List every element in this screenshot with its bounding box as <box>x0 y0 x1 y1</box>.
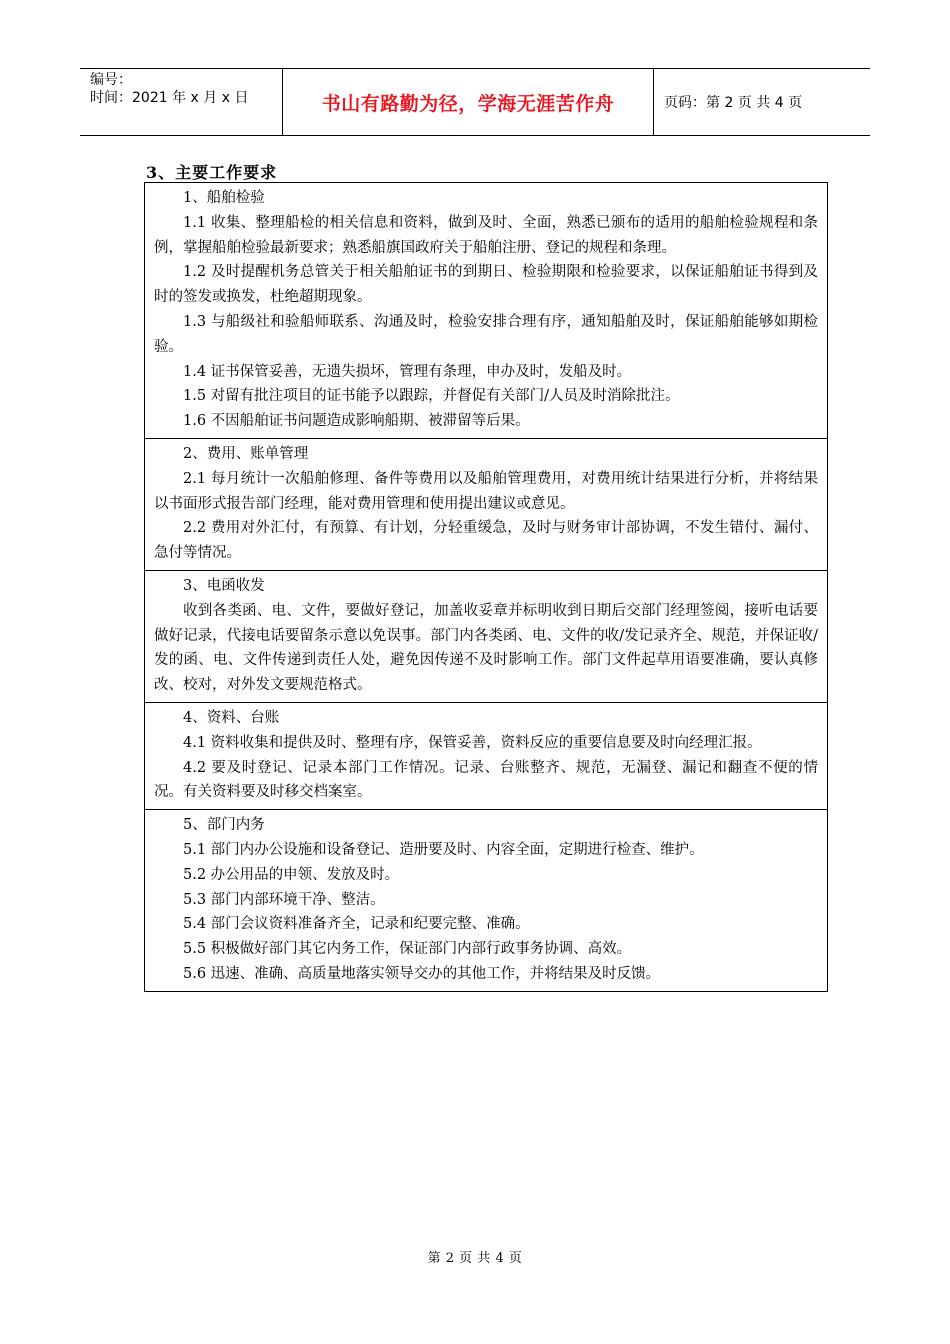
header-page-cell <box>654 69 870 135</box>
section-paragraph: 1.4 证书保管妥善，无遗失损坏，管理有条理，申办及时，发船及时。 <box>183 363 632 380</box>
section-paragraph: 2.1 每月统计一次船舶修理、备件等费用以及船舶管理费用，对费用统计结果进行分析，并将结果以书面形式报告部门经理，能对费用管理和使用提出建议或意见。 <box>154 470 818 512</box>
header-page-number: 页码：第 2 页 共 4 页 <box>664 95 803 111</box>
requirements-table <box>144 182 828 992</box>
section-paragraph: 1.3 与船级社和验船师联系、沟通及时，检验安排合理有序，通知船舶及时，保证船舶能够如期检验。 <box>154 313 818 355</box>
section-paragraph: 4.1 资料收集和提供及时、整理有序，保管妥善，资料反应的重要信息要及时向经理汇报。 <box>183 734 762 751</box>
header-meta-cell <box>80 69 283 135</box>
section-paragraph: 5.5 积极做好部门其它内务工作，保证部门内部行政事务协调、高效。 <box>183 941 632 958</box>
section-paragraph: 5.1 部门内办公设施和设备登记、造册要及时、内容全面，定期进行检查、维护。 <box>183 841 704 858</box>
section-paragraph: 2.2 费用对外汇付，有预算、有计划，分轻重缓急，及时与财务审计部协调，不发生错付、漏付、急付等情况。 <box>154 520 818 562</box>
section-paragraph: 1.6 不因船舶证书问题造成影响船期、被滞留等后果。 <box>183 413 530 430</box>
section-paragraph: 收到各类函、电、文件，要做好登记，加盖收妥章并标明收到日期后交部门经理签阅，接听电话要做好记录，代接电话要留条示意以免误事。部门内各类函、电、文件的收/发记录齐全、规范，并保证收/发的函、电、文件传递到责任人处，避免因传递不及时影响工作。部门文件起草用语要准确，要认真修改、校对，对外发文要规范格式。 <box>154 602 818 694</box>
section-paragraph: 1.2 及时提醒机务总管关于相关船舶证书的到期日、检验期限和检验要求，以保证船舶证书得到及时的签发或换发，杜绝超期现象。 <box>154 264 818 306</box>
section-heading: 5、部门内务 <box>183 817 265 834</box>
requirements-section <box>145 183 827 439</box>
section-heading: 2、费用、账单管理 <box>183 445 309 462</box>
section-paragraph: 4.2 要及时登记、记录本部门工作情况。记录、台账整齐、规范，无漏登、漏记和翻查不便的情况。有关资料要及时移交档案室。 <box>154 759 818 801</box>
document-date-label: 时间：2021 年 x 月 x 日 <box>90 90 249 106</box>
section-paragraph: 5.6 迅速、准确、高质量地落实领导交办的其他工作，并将结果及时反馈。 <box>183 965 661 982</box>
section-title: 3、主要工作要求 <box>146 163 278 182</box>
page-footer: 第 2 页 共 4 页 <box>427 1251 523 1266</box>
requirements-section <box>145 810 827 991</box>
section-paragraph: 5.3 部门内部环境干净、整洁。 <box>183 891 385 908</box>
document-header <box>80 68 870 136</box>
section-paragraph: 5.2 办公用品的申领、发放及时。 <box>183 866 400 883</box>
header-motto: 书山有路勤为径，学海无涯苦作舟 <box>321 92 615 115</box>
section-paragraph: 1.5 对留有批注项目的证书能予以跟踪，并督促有关部门/人员及时消除批注。 <box>183 388 680 405</box>
section-heading: 1、船舶检验 <box>183 190 265 206</box>
section-paragraph: 5.4 部门会议资料准备齐全，记录和纪要完整、准确。 <box>183 916 530 933</box>
header-motto-cell <box>283 69 654 135</box>
section-heading: 3、电函收发 <box>183 577 265 594</box>
requirements-section <box>145 571 827 703</box>
document-number-label: 编号： <box>90 72 132 88</box>
section-paragraph: 1.1 收集、整理船检的相关信息和资料，做到及时、全面，熟悉已颁布的适用的船舶检验规程和条例，掌握船舶检验最新要求；熟悉船旗国政府关于船舶注册、登记的规程和条理。 <box>154 214 818 256</box>
requirements-section <box>145 703 827 810</box>
requirements-section <box>145 439 827 571</box>
section-heading: 4、资料、台账 <box>183 709 280 726</box>
